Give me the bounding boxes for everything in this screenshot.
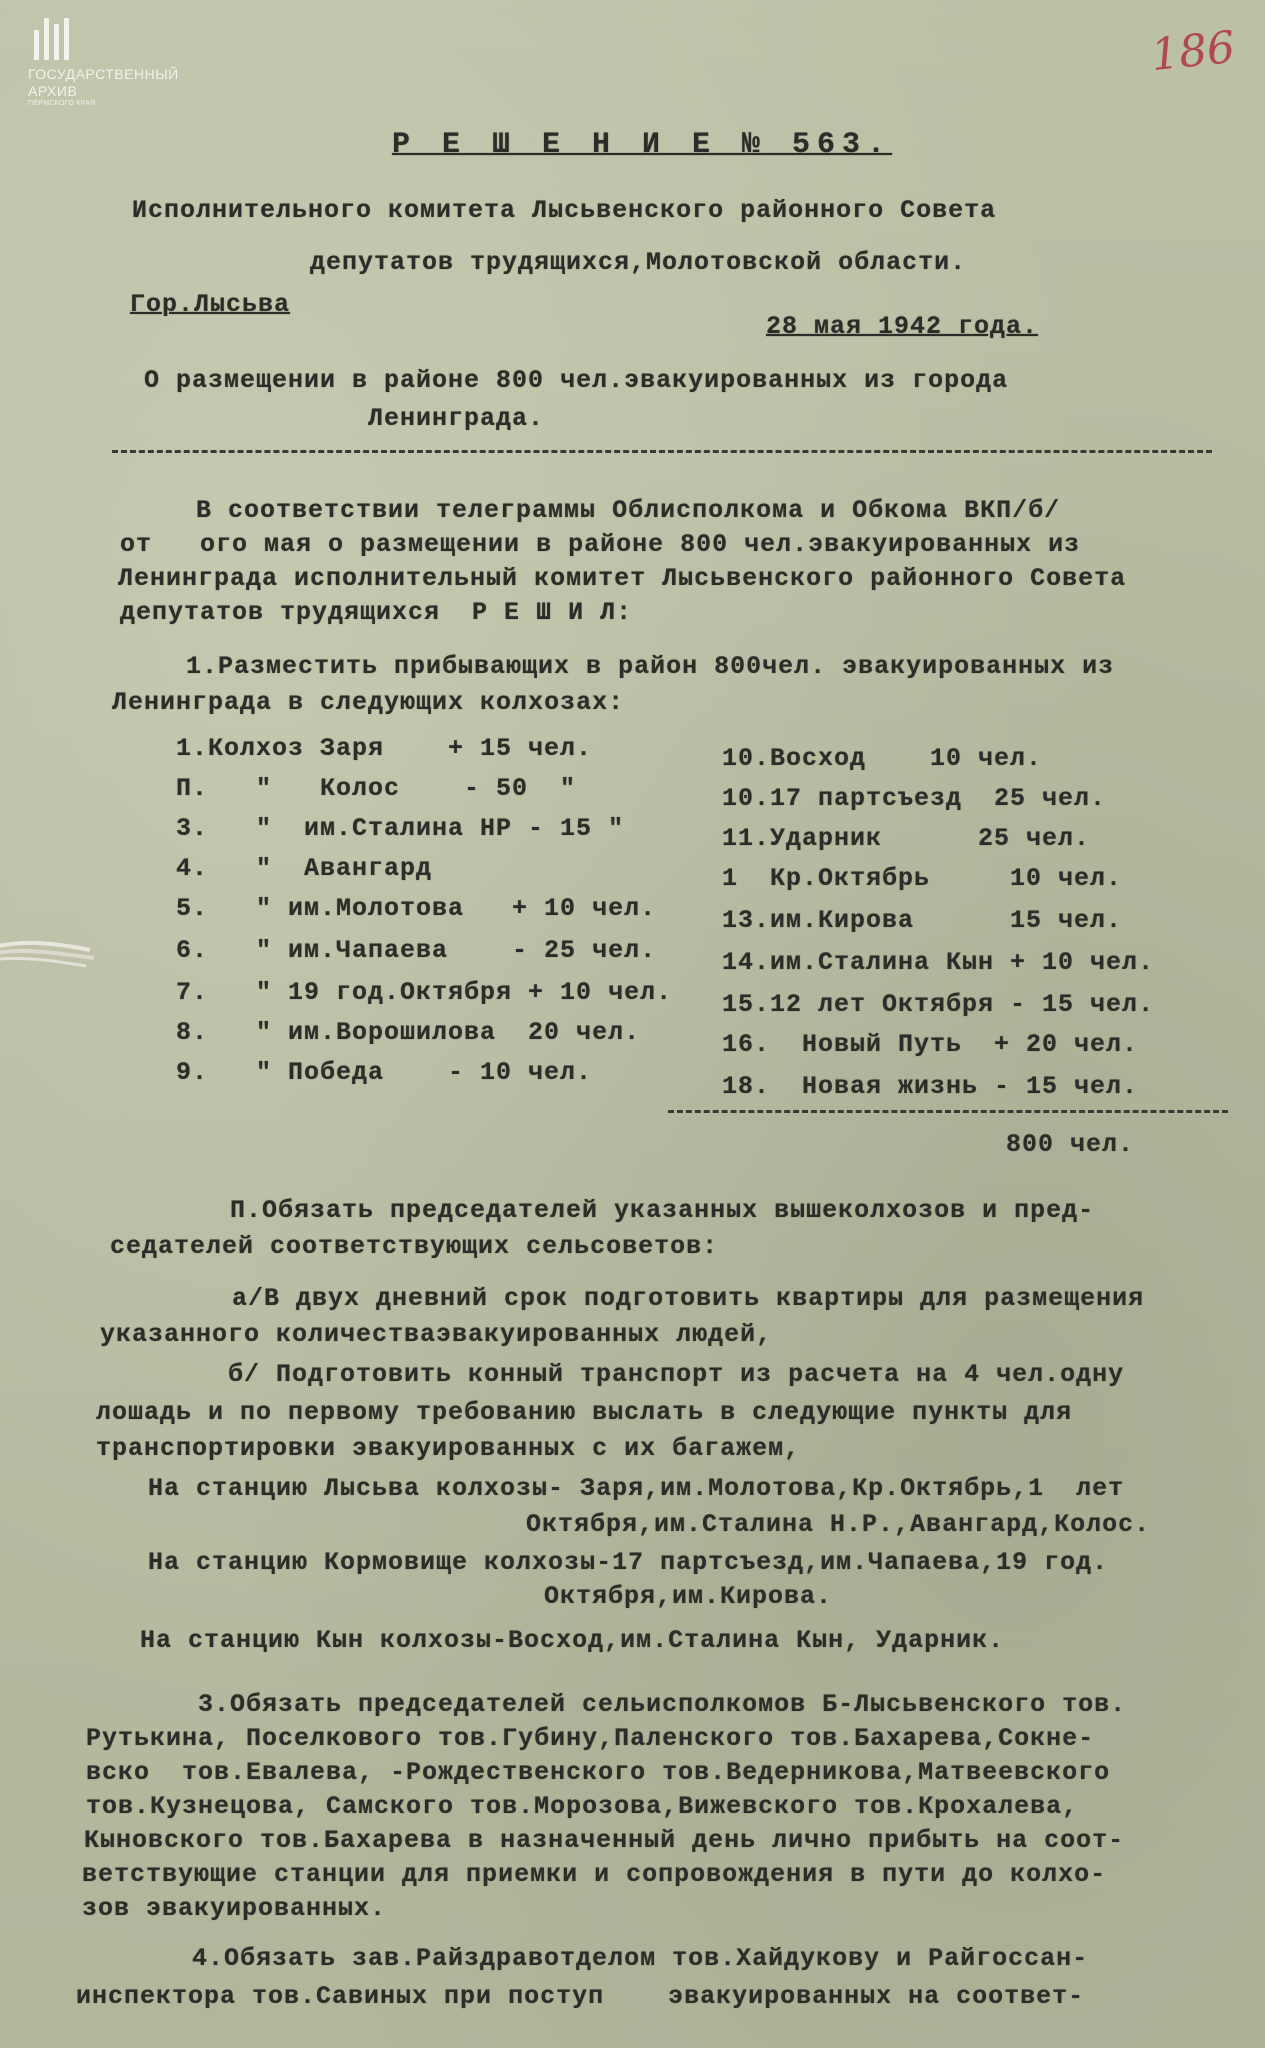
kolkhoz-list-item: 10.Восход 10 чел. [722,744,1043,773]
archive-name-line3: ПЕРМСКОГО КРАЯ [28,100,96,107]
point2-line: Октября,им.Кирова. [544,1582,833,1611]
kolkhoz-list-item: 7. " 19 год.Октября + 10 чел. [176,978,673,1007]
kolkhoz-list-item: 15.12 лет Октября - 15 чел. [722,990,1155,1019]
point2-line: а/В двух дневний срок подготовить квартиры для размещения [232,1284,1145,1313]
point2-line: На станцию Кормовище колхозы-17 партсъезд,им.Чапаева,19 год. [148,1548,1109,1577]
point3-line: Рутькина, Поселкового тов.Губину,Паленского тов.Бахарева,Сокне- [86,1724,1095,1753]
point2-line: Октября,им.Сталина Н.Р.,Авангард,Колос. [526,1510,1151,1539]
point2-line: На станцию Кын колхозы-Восход,им.Сталина Кын, Ударник. [140,1626,1005,1655]
point2-line: седателей соответствующих сельсоветов: [110,1232,719,1261]
document-place: Гор.Лысьва [130,290,291,319]
point1-line: 1.Разместить прибывающих в район 800чел. эвакуированных из [186,652,1115,681]
point4-line: 4.Обязать зав.Райздравотделом тов.Хайдукову и Райгоссан- [192,1944,1089,1973]
point3-line: Кыновского тов.Бахарева в назначенный день лично прибыть на соот- [84,1826,1125,1855]
kolkhoz-list-item: 8. " им.Ворошилова 20 чел. [176,1018,641,1047]
point2-line: б/ Подготовить конный транспорт из расчета на 4 чел.одну [228,1360,1125,1389]
kolkhoz-list-item: 18. Новая жизнь - 15 чел. [722,1072,1139,1101]
archive-name-line2: АРХИВ [28,83,78,99]
kolkhoz-list-item: 1.Колхоз Заря + 15 чел. [176,734,593,763]
preamble-line: депутатов трудящихся Р Е Ш И Л: [120,598,633,627]
point4-line: инспектора тов.Савиных при поступ эвакуированных на соответ- [76,1982,1085,2011]
archive-name-line1: ГОСУДАРСТВЕННЫЙ [28,66,179,82]
point1-line: Ленинграда в следующих колхозах: [112,688,625,717]
kolkhoz-list-item: П. " Колос - 50 " [176,774,577,803]
subject-line-2: Ленинграда. [368,404,545,433]
sheet-number: 186 [1148,21,1238,82]
kolkhoz-list-item: 13.им.Кирова 15 чел. [722,906,1123,935]
kolkhoz-list-item: 6. " им.Чапаева - 25 чел. [176,936,657,965]
document-title: Р Е Ш Е Н И Е № 563. [392,128,893,162]
issuer-line-2: депутатов трудящихся,Молотовской области. [310,248,967,277]
preamble-line: В соответствии телеграммы Облисполкома и Обкома ВКП/б/ [196,496,1061,525]
point2-line: транспортировки эвакуированных с их багажем, [96,1434,801,1463]
separator-line [112,450,1212,453]
point2-line: указанного количестваэвакуированных людей, [100,1320,773,1349]
preamble-line: Ленинграда исполнительный комитет Лысьвенского районного Совета [118,564,1127,593]
issuer-line-1: Исполнительного комитета Лысьвенского районного Совета [132,196,997,225]
point3-line: 3.Обязать председателей сельисполкомов Б-Лысьвенского тов. [198,1690,1127,1719]
kolkhoz-list-item: 3. " им.Сталина НР - 15 " [176,814,625,843]
point3-line: ветствующие станции для приемки и сопровождения в пути до колхо- [82,1860,1107,1889]
point3-line: вско тов.Евалева, -Рождественского тов.Ведерникова,Матвеевского [86,1758,1111,1787]
total-count: 800 чел. [1006,1130,1135,1159]
point2-line: П.Обязать председателей указанных вышеколхозов и пред- [230,1196,1095,1225]
kolkhoz-list-item: 10.17 партсъезд 25 чел. [722,784,1107,813]
archive-logo [28,14,228,107]
point2-line: лошадь и по первому требованию выслать в следующие пункты для [96,1398,1073,1427]
kolkhoz-list-item: 1 Кр.Октябрь 10 чел. [722,864,1123,893]
kolkhoz-list-item: 5. " им.Молотова + 10 чел. [176,894,657,923]
kolkhoz-list-item: 4. " Авангард [176,854,433,883]
document-date: 28 мая 1942 года. [766,312,1039,341]
kolkhoz-list-item: 9. " Победа - 10 чел. [176,1058,593,1087]
archive-logo-mark-icon [34,14,228,60]
kolkhoz-list-item: 11.Ударник 25 чел. [722,824,1091,853]
binding-string-icon [0,930,110,970]
subject-line-1: О размещении в районе 800 чел.эвакуированных из города [144,366,1009,395]
point2-line: На станцию Лысьва колхозы- Заря,им.Молотова,Кр.Октябрь,1 лет [148,1474,1125,1503]
kolkhoz-list-item: 16. Новый Путь + 20 чел. [722,1030,1139,1059]
point3-line: тов.Кузнецова, Самского тов.Морозова,Вижевского тов.Крохалева, [86,1792,1079,1821]
kolkhoz-list-item: 14.им.Сталина Кын + 10 чел. [722,948,1155,977]
preamble-line: от ого мая о размещении в районе 800 чел.эвакуированных из [120,530,1081,559]
total-separator-line [668,1110,1228,1113]
point3-line: зов эвакуированных. [82,1894,387,1923]
